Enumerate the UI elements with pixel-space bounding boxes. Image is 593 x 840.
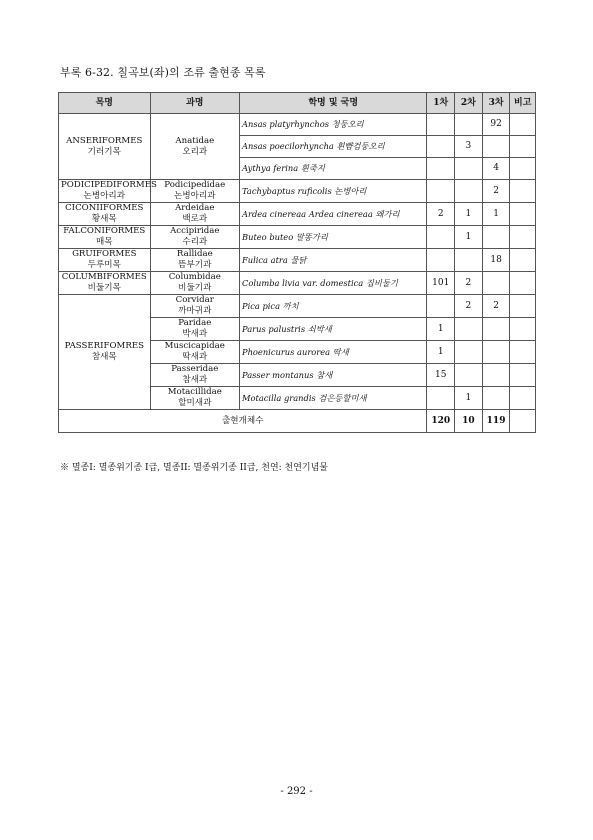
survey-2-count: 1 xyxy=(455,203,483,226)
order-english: PODICIPEDIFORMES xyxy=(61,180,157,190)
header-survey-3: 3차 xyxy=(482,93,510,114)
survey-2-count xyxy=(455,114,483,136)
note-cell xyxy=(510,203,536,226)
species-cell: Aythya ferina 흰죽지 xyxy=(240,158,427,180)
family-korean: 할미새과 xyxy=(178,398,212,408)
header-row xyxy=(59,93,536,114)
table-row xyxy=(59,295,536,318)
survey-1-count xyxy=(427,136,455,158)
order-english: PASSERIFOMRES xyxy=(64,341,144,351)
header-order: 목명 xyxy=(59,93,151,114)
survey-2-count: 2 xyxy=(455,272,483,295)
order-english: CICONIIFORMES xyxy=(65,203,144,213)
family-english: Passeridae xyxy=(171,364,219,374)
table-row xyxy=(59,226,536,249)
survey-2-count: 2 xyxy=(455,295,483,318)
survey-3-count xyxy=(482,272,510,295)
note-cell xyxy=(510,341,536,364)
family-cell xyxy=(150,364,239,387)
table-row xyxy=(59,203,536,226)
total-survey-1: 120 xyxy=(427,410,455,433)
family-korean: 참새과 xyxy=(182,375,208,385)
total-note xyxy=(510,410,536,433)
note-cell xyxy=(510,318,536,341)
note-cell xyxy=(510,114,536,136)
family-english: Motacillidae xyxy=(167,387,222,397)
species-cell: Parus palustris 쇠박새 xyxy=(240,318,427,341)
family-english: Paridae xyxy=(178,318,212,328)
survey-1-count xyxy=(427,249,455,272)
family-english: Anatidae xyxy=(175,135,215,146)
survey-3-count: 92 xyxy=(482,114,510,136)
order-cell xyxy=(59,114,151,180)
order-cell xyxy=(59,295,151,410)
header-note: 비고 xyxy=(510,93,536,114)
species-cell: Columba livia var. domestica 집비둘기 xyxy=(240,272,427,295)
order-korean: 매목 xyxy=(95,237,113,247)
family-korean: 박새과 xyxy=(182,329,208,339)
survey-1-count: 1 xyxy=(427,341,455,364)
survey-3-count: 2 xyxy=(482,180,510,203)
survey-3-count xyxy=(482,136,510,158)
bird-species-table xyxy=(58,92,536,433)
survey-2-count xyxy=(455,249,483,272)
family-korean: 까마귀과 xyxy=(178,306,212,316)
order-korean: 기러기목 xyxy=(87,146,121,157)
species-cell: Phoenicurus aurorea 딱새 xyxy=(240,341,427,364)
order-english: ANSERIFORMES xyxy=(66,135,143,146)
survey-3-count: 18 xyxy=(482,249,510,272)
survey-1-count xyxy=(427,180,455,203)
order-korean: 황새목 xyxy=(91,214,117,224)
order-korean: 두루미목 xyxy=(87,260,121,270)
order-korean: 논병아리과 xyxy=(83,191,126,201)
survey-3-count xyxy=(482,341,510,364)
table-caption: 부록 6-32. 칠곡보(좌)의 조류 출현종 목록 xyxy=(60,66,266,79)
species-cell: Ansas platyrhynchos 청둥오리 xyxy=(240,114,427,136)
note-cell xyxy=(510,295,536,318)
total-row xyxy=(59,410,536,433)
survey-1-count xyxy=(427,158,455,180)
family-english: Rallidae xyxy=(176,249,213,259)
family-cell xyxy=(150,114,239,180)
total-survey-2: 10 xyxy=(455,410,483,433)
note-cell xyxy=(510,272,536,295)
species-cell: Fulica atra 물닭 xyxy=(240,249,427,272)
header-survey-2: 2차 xyxy=(455,93,483,114)
family-korean: 백로과 xyxy=(182,214,208,224)
order-cell xyxy=(59,226,151,249)
table-row xyxy=(59,114,536,136)
note-cell xyxy=(510,180,536,203)
family-english: Muscicapidae xyxy=(164,341,225,351)
family-cell xyxy=(150,387,239,410)
note-cell xyxy=(510,249,536,272)
family-english: Columbidae xyxy=(168,272,221,282)
survey-3-count: 4 xyxy=(482,158,510,180)
family-korean: 오리과 xyxy=(182,146,208,157)
species-cell: Pica pica 까치 xyxy=(240,295,427,318)
family-cell xyxy=(150,318,239,341)
header-survey-1: 1차 xyxy=(427,93,455,114)
survey-2-count xyxy=(455,364,483,387)
species-cell: Passer montanus 참새 xyxy=(240,364,427,387)
order-cell xyxy=(59,272,151,295)
species-cell: Tachybaptus ruficolis 논병아리 xyxy=(240,180,427,203)
survey-3-count xyxy=(482,226,510,249)
survey-3-count xyxy=(482,364,510,387)
family-cell xyxy=(150,226,239,249)
order-cell xyxy=(59,249,151,272)
survey-1-count: 2 xyxy=(427,203,455,226)
survey-1-count xyxy=(427,226,455,249)
order-cell xyxy=(59,180,157,203)
family-cell xyxy=(150,249,239,272)
family-korean: 논병아리과 xyxy=(174,191,216,201)
footnote: ※ 멸종I: 멸종위기종 I급, 멸종II: 멸종위기종 II급, 천연: 천연기념물 xyxy=(60,463,328,473)
survey-2-count xyxy=(455,158,483,180)
page-number: - 292 - xyxy=(280,786,313,797)
total-label: 출현개체수 xyxy=(59,410,427,433)
survey-2-count xyxy=(455,341,483,364)
table-row xyxy=(59,272,536,295)
survey-1-count: 15 xyxy=(427,364,455,387)
note-cell xyxy=(510,387,536,410)
family-english: Podicipedidae xyxy=(164,180,226,190)
survey-3-count xyxy=(482,387,510,410)
note-cell xyxy=(510,226,536,249)
family-cell xyxy=(150,295,239,318)
order-english: FALCONIFORMES xyxy=(63,226,146,236)
survey-3-count: 2 xyxy=(482,295,510,318)
family-english: Corvidar xyxy=(175,295,214,305)
family-english: Ardeidae xyxy=(175,203,215,213)
survey-1-count xyxy=(427,387,455,410)
species-cell: Motacilla grandis 검은등할미새 xyxy=(240,387,427,410)
family-cell xyxy=(150,180,239,203)
survey-2-count xyxy=(455,180,483,203)
survey-2-count: 1 xyxy=(455,226,483,249)
table-row xyxy=(59,180,536,203)
family-korean: 뜸부기과 xyxy=(178,260,212,270)
survey-3-count: 1 xyxy=(482,203,510,226)
survey-1-count xyxy=(427,295,455,318)
survey-2-count: 3 xyxy=(455,136,483,158)
family-english: Accipiridae xyxy=(170,226,220,236)
family-korean: 수리과 xyxy=(182,237,208,247)
family-korean: 딱새과 xyxy=(182,352,208,362)
survey-1-count xyxy=(427,114,455,136)
survey-1-count: 1 xyxy=(427,318,455,341)
total-survey-3: 119 xyxy=(482,410,510,433)
note-cell xyxy=(510,136,536,158)
family-cell xyxy=(150,272,239,295)
header-family: 과명 xyxy=(150,93,239,114)
note-cell xyxy=(510,158,536,180)
order-cell xyxy=(59,203,151,226)
family-korean: 비둘기과 xyxy=(178,283,212,293)
order-korean: 참새목 xyxy=(91,352,117,362)
header-species: 학명 및 국명 xyxy=(240,93,427,114)
family-cell xyxy=(150,203,239,226)
survey-2-count: 1 xyxy=(455,387,483,410)
survey-1-count: 101 xyxy=(427,272,455,295)
family-cell xyxy=(150,341,239,364)
species-cell: Ardea cinereaa Ardea cinereaa 왜가리 xyxy=(240,203,427,226)
note-cell xyxy=(510,364,536,387)
species-cell: Ansas poecilorhyncha 흰뺨검둥오리 xyxy=(240,136,427,158)
table-row xyxy=(59,249,536,272)
order-english: COLUMBIFORMES xyxy=(61,272,147,282)
survey-2-count xyxy=(455,318,483,341)
order-english: GRUIFORMES xyxy=(72,249,137,259)
species-cell: Buteo buteo 말똥가리 xyxy=(240,226,427,249)
survey-3-count xyxy=(482,318,510,341)
order-korean: 비둘기목 xyxy=(87,283,121,293)
